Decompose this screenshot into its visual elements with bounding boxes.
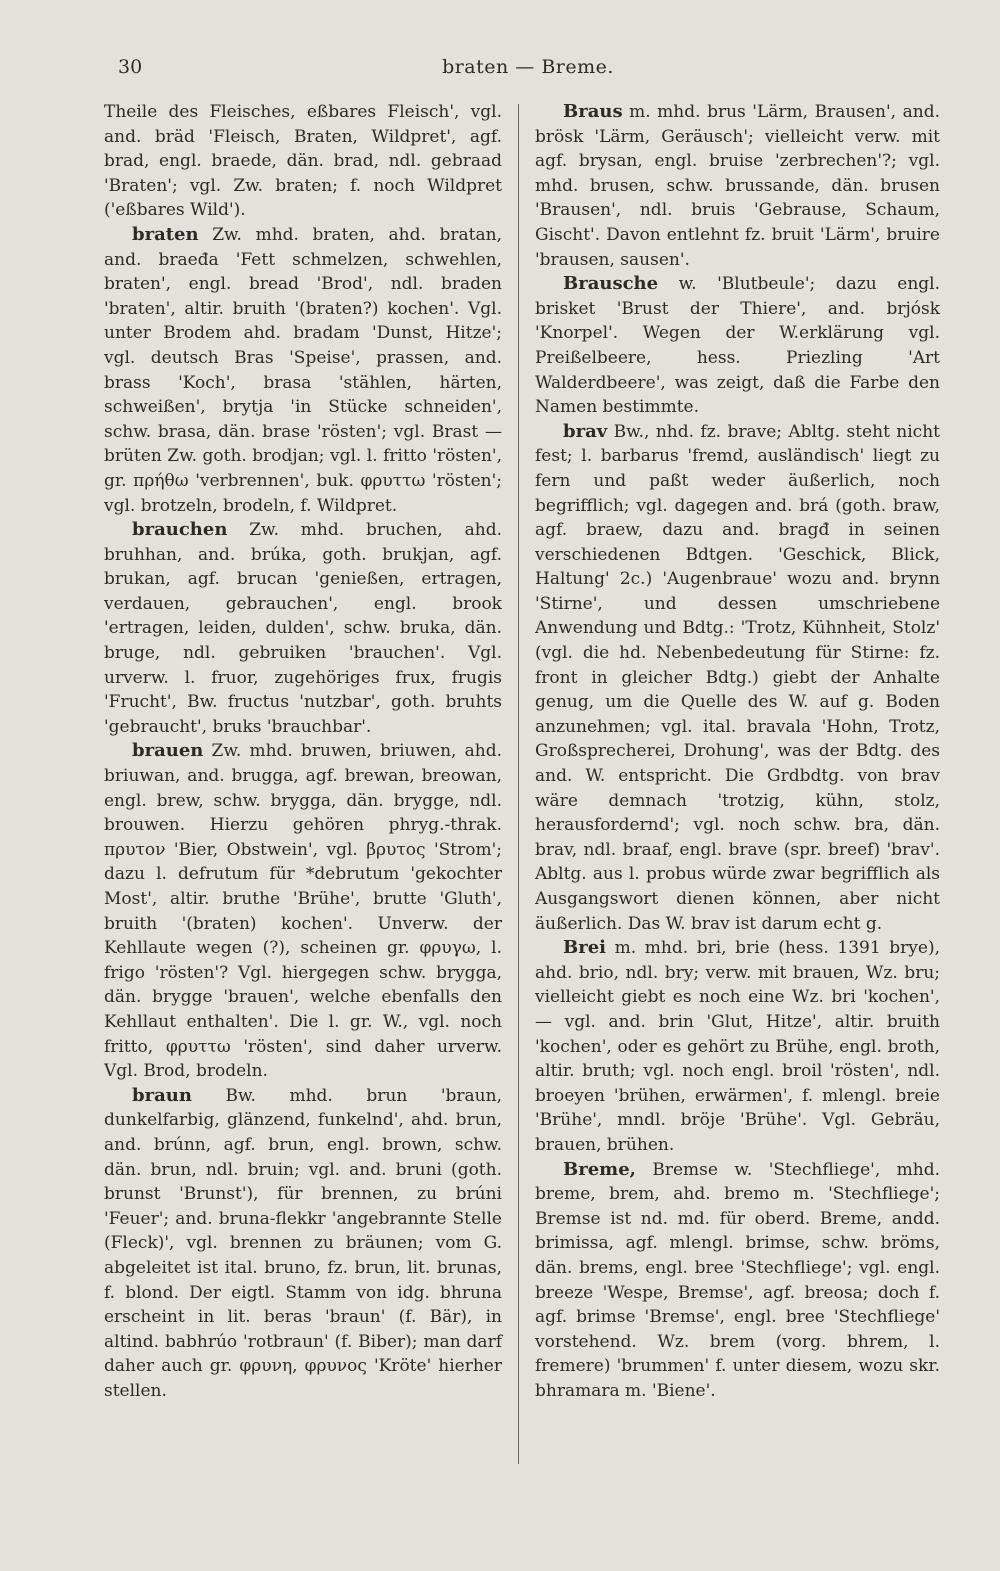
dictionary-entry bbox=[535, 1158, 940, 1404]
entry-text: m. mhd. bri, brie (hess. 1391 brye), ahd. brio, ndl. bry; verw. mit brauen, Wz. bru; vielleicht giebt es noch eine Wz. bri 'kochen', — vgl. and. brin 'Glut, Hitze', altir. bruith 'kochen', oder es gehört zu Brühe, engl. broth, altir. bruth; vgl. noch engl. broil 'rösten', ndl. broeyen 'brühen, erwärmen', f. mlengl. breie 'Brühe', mndl. bröje 'Brühe'. Vgl. Gebräu, brauen, brühen. bbox=[535, 938, 940, 1155]
dictionary-entry bbox=[535, 936, 940, 1157]
page-number: 30 bbox=[118, 56, 143, 78]
entry-text: w. 'Blutbeule'; dazu engl. brisket 'Brust der Thiere', and. brjósk 'Knorpel'. Wegen der W.erklärung vgl. Preißelbeere, hess. Priezling 'Art Walderdbeere', was zeigt, daß die Farbe den Namen bestimmte. bbox=[535, 274, 940, 418]
right-column bbox=[535, 100, 940, 1403]
entry-text: Zw. mhd. bruwen, briuwen, ahd. briuwan, and. brugga, agf. brewan, breowan, engl. brew, schw. brygga, dän. brygge, ndl. brouwen. Hierzu gehören phryg.-thrak. πρυτον 'Bier, Obstwein', vgl. βρυτος 'Strom'; dazu l. defrutum für *debrutum 'gekochter Most', altir. bruthe 'Brühe', brutte 'Gluth', bruith '(braten) kochen'. Unverw. der Kehllaute wegen (?), scheinen gr. φρυγω, l. frigo 'rösten'? Vgl. hiergegen schw. brygga, dän. brygge 'brauen', welche ebenfalls den Kehllaut enthalten'. Die l. gr. W., vgl. noch fritto, φρυττω 'rösten', sind daher urverw. Vgl. Brod, brodeln. bbox=[104, 741, 502, 1082]
dictionary-entry bbox=[104, 100, 502, 223]
entry-headword: Braus bbox=[563, 101, 623, 122]
dictionary-entry bbox=[104, 739, 502, 1083]
entry-headword: Brausche bbox=[563, 273, 659, 295]
entry-text: Theile des Fleisches, eßbares Fleisch', vgl. and. bräd 'Fleisch, Braten, Wildpret', agf. brad, engl. braede, dän. brad, ndl. gebraad 'Braten'; vgl. Zw. braten; f. noch Wildpret ('eßbares Wild'). bbox=[104, 102, 502, 221]
entry-headword: braten bbox=[132, 223, 199, 245]
dictionary-entry bbox=[104, 518, 502, 739]
dictionary-entry bbox=[104, 1084, 502, 1404]
dictionary-entry bbox=[535, 100, 940, 272]
entry-headword: Breme, bbox=[563, 1158, 636, 1180]
entry-text: Bw., nhd. fz. brave; Abltg. steht nicht fest; l. barbarus 'fremd, ausländisch' liegt zu fern und paßt weder äußerlich, noch begrifflich; vgl. dagegen and. brá (goth. braw, agf. braew, dazu and. bragđ in seinen verschiedenen Bdtgen. 'Geschick, Blick, Haltung' 2c.) 'Augenbraue' wozu and. brynn 'Stirne', und dessen umschriebene Anwendung und Bdtg.: 'Trotz, Kühnheit, Stolz' (vgl. die hd. Nebenbedeutung für Stirne: fz. front in gleicher Bdtg.) giebt der Anhalte genug, um die Quelle des W. auf g. Boden anzunehmen; vgl. ital. bravala 'Hohn, Trotz, Großsprecherei, Drohung', was der Bdtg. des and. W. entspricht. Die Grdbdtg. von brav wäre demnach 'trotzig, kühn, stolz, herausfordernd'; vgl. noch schw. bra, dän. brav, ndl. braaf, engl. brave (spr. breef) 'brav'. Abltg. aus l. probus würde zwar begrifflich als Ausgangswort dienen können, aber nicht äußerlich. Das W. brav ist darum echt g. bbox=[535, 421, 940, 934]
entry-headword: Brei bbox=[563, 937, 606, 959]
dictionary-entry bbox=[104, 223, 502, 518]
column-divider bbox=[518, 104, 519, 1464]
entry-headword: brauchen bbox=[132, 519, 228, 541]
running-head: braten — Breme. bbox=[442, 56, 614, 78]
dictionary-entry bbox=[535, 272, 940, 420]
entry-text: m. mhd. brus 'Lärm, Brausen', and. brösk 'Lärm, Geräusch'; vielleicht verw. mit agf. brysan, engl. bruise 'zerbrechen'?; vgl. mhd. brusen, schw. brussande, dän. brusen 'Brausen', ndl. bruis 'Gebrause, Schaum, Gischt'. Davon entlehnt fz. bruit 'Lärm', bruire 'brausen, sausen'. bbox=[535, 102, 940, 270]
entry-text: Bremse w. 'Stechfliege', mhd. breme, brem, ahd. bremo m. 'Stechfliege'; Bremse ist nd. md. für oberd. Breme, andd. brimissa, agf. mlengl. brimse, schw. bröms, dän. brems, engl. bree 'Stechfliege'; vgl. engl. breeze 'Wespe, Bremse', agf. breosa; doch f. agf. brimse 'Bremse', engl. bree 'Stechfliege' vorstehend. Wz. brem (vorg. bhrem, l. fremere) 'brummen' f. unter diesem, wozu skr. bhramara m. 'Biene'. bbox=[535, 1159, 940, 1401]
entry-headword: brav bbox=[563, 420, 608, 442]
entry-headword: brauen bbox=[132, 740, 204, 762]
entry-text: Zw. mhd. braten, ahd. bratan, and. braeđa 'Fett schmelzen, schwehlen, braten', engl. bread 'Brod', ndl. braden 'braten', altir. bruith '(braten?) kochen'. Vgl. unter Brodem ahd. bradam 'Dunst, Hitze'; vgl. deutsch Bras 'Speise', prassen, and. brass 'Koch', brasa 'stählen, härten, schweißen', brytja 'in Stücke schneiden', schw. brasa, dän. brase 'rösten'; vgl. Brast — brüten Zw. goth. brodjan; vgl. l. fritto 'rösten', gr. πρήθω 'verbrennen', buk. φρυττω 'rösten'; vgl. brotzeln, brodeln, f. Wildpret. bbox=[104, 224, 502, 516]
dictionary-entry bbox=[535, 420, 940, 936]
page-header bbox=[118, 56, 938, 86]
entry-text: Zw. mhd. bruchen, ahd. bruhhan, and. brúka, goth. brukjan, agf. brukan, agf. brucan 'genießen, ertragen, verdauen, gebrauchen', engl. brook 'ertragen, leiden, dulden', schw. bruka, dän. bruge, ndl. gebruiken 'brauchen'. Vgl. urverw. l. fruor, zugehöriges frux, frugis 'Frucht', Bw. fructus 'nutzbar', goth. bruhts 'gebraucht', bruks 'brauchbar'. bbox=[104, 520, 502, 737]
left-column bbox=[104, 100, 502, 1403]
entry-headword: braun bbox=[132, 1084, 192, 1106]
entry-text: Bw. mhd. brun 'braun, dunkelfarbig, glänzend, funkelnd', ahd. brun, and. brúnn, agf. brun, engl. brown, schw. dän. brun, ndl. bruin; vgl. and. bruni (goth. brunst 'Brunst'), für brennen, zu brúni 'Feuer'; and. bruna-flekkr 'angebrannte Stelle (Fleck)', vgl. brennen zu bräunen; vom G. abgeleitet ist ital. bruno, fz. brun, lit. brunas, f. blond. Der eigtl. Stamm von idg. bhruna erscheint in lit. beras 'braun' (f. Bär), in altind. babhrúo 'rotbraun' (f. Biber); man darf daher auch gr. φρυνη, φρυνος 'Kröte' hierher stellen. bbox=[104, 1085, 502, 1401]
